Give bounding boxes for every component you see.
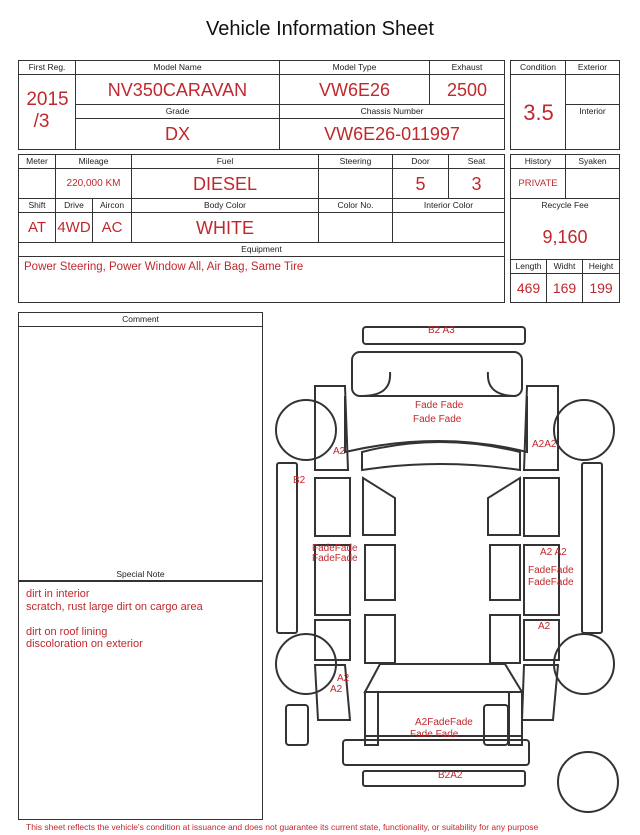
left-side-panel-3 — [315, 620, 350, 660]
chassis-number-value: VW6E26-011997 — [324, 124, 460, 144]
header-length: Length — [511, 260, 547, 274]
damage-mark-left-fade-1: FadeFade — [312, 543, 358, 554]
comment-box — [18, 312, 263, 820]
seat-right-3 — [490, 615, 520, 663]
damage-mark-rear-fade: Fade Fade — [410, 729, 459, 740]
seat-right-1 — [488, 478, 520, 535]
damage-mark-right-fade-1: FadeFade — [528, 565, 574, 576]
vehicle-damage-diagram — [268, 318, 628, 820]
header-comment: Comment — [19, 313, 262, 327]
header-exhaust: Exhaust — [430, 61, 504, 75]
seat-right-2 — [490, 545, 520, 600]
damage-mark-left-a2: A2 — [333, 446, 346, 457]
damage-mark-right-fade-2: FadeFade — [528, 577, 574, 588]
header-syaken: Syaken — [566, 155, 619, 169]
tire-spare — [558, 752, 618, 812]
damage-mark-rear-a2fade: A2FadeFade — [415, 717, 473, 728]
shift-value: AT — [19, 213, 56, 243]
first-reg-year: 2015 — [26, 89, 69, 110]
header-model-type: Model Type — [280, 61, 430, 75]
header-seat: Seat — [449, 155, 504, 169]
exterior-value-cell — [566, 75, 619, 105]
header-interior: Interior — [579, 106, 606, 116]
header-recycle-fee: Recycle Fee — [541, 200, 589, 210]
right-side-upper — [524, 386, 558, 470]
header-width: Widht — [547, 260, 583, 274]
first-reg-month: /3 — [33, 111, 50, 132]
drive-value: 4WD — [56, 213, 93, 243]
header-shift: Shift — [19, 199, 56, 213]
special-note-line: dirt on roof lining — [26, 625, 108, 638]
damage-mark-right-a2a2: A2 A2 — [540, 547, 567, 558]
header-grade: Grade — [76, 105, 280, 119]
tire-front-right — [554, 400, 614, 460]
damage-mark-top: B2 A3 — [428, 325, 455, 336]
interior-color-value — [393, 213, 504, 243]
header-model-name: Model Name — [76, 61, 280, 75]
history-value: PRIVATE — [511, 169, 566, 199]
header-body-color: Body Color — [132, 199, 319, 213]
side-bar-right — [582, 463, 602, 633]
disclaimer-footer: This sheet reflects the vehicle's condition at issuance and does not guarantee its current state, functionality, or suitability for any purpose — [26, 822, 539, 832]
equipment-value: Power Steering, Power Window All, Air Bag, Same Tire — [24, 261, 304, 273]
side-bar-left — [277, 463, 297, 633]
header-aircon: Aircon — [93, 199, 132, 213]
recycle-fee-value: 9,160 — [511, 213, 619, 260]
header-mileage: Mileage — [56, 155, 132, 169]
tire-front-left — [276, 400, 336, 460]
header-interior-color: Interior Color — [393, 199, 504, 213]
fuel-value: DIESEL — [132, 169, 319, 199]
mileage-value: 220,000 KM — [56, 169, 132, 199]
body-color-value: WHITE — [132, 213, 319, 243]
syaken-value — [566, 169, 619, 199]
header-color-no: Color No. — [319, 199, 393, 213]
seat-value: 3 — [449, 169, 504, 199]
height-value: 199 — [589, 280, 613, 296]
rear-tail-right — [509, 692, 522, 745]
damage-mark-roof-1: Fade Fade — [415, 400, 464, 411]
model-name-value: NV350CARAVAN — [76, 75, 280, 105]
rear-window-shape — [365, 664, 522, 692]
header-fuel: Fuel — [132, 155, 319, 169]
vehicle-info-table — [18, 60, 505, 150]
comment-area — [19, 327, 262, 581]
grade-value: DX — [76, 119, 280, 149]
special-note-line: scratch, rust large dirt on cargo area — [26, 600, 203, 613]
left-side-panel-1 — [315, 478, 350, 536]
header-exterior: Exterior — [566, 61, 619, 75]
header-equipment: Equipment — [19, 243, 504, 257]
special-note-line — [26, 613, 203, 626]
hood-shape — [362, 372, 516, 396]
exhaust-value: 2500 — [430, 75, 504, 105]
condition-table — [510, 60, 620, 150]
seat-left-2 — [365, 545, 395, 600]
width-value: 169 — [547, 274, 583, 302]
door-value: 5 — [393, 169, 449, 199]
damage-mark-rear-left-1: A2 — [337, 673, 350, 684]
header-steering: Steering — [319, 155, 393, 169]
header-condition: Condition — [511, 61, 566, 75]
damage-mark-left-b2: B2 — [293, 475, 306, 486]
header-chassis-number: Chassis Number — [280, 105, 504, 119]
seat-left-3 — [365, 615, 395, 663]
header-door: Door — [393, 155, 449, 169]
spec-table — [18, 154, 505, 303]
aircon-value: AC — [93, 213, 132, 243]
special-note-list — [26, 588, 203, 651]
damage-mark-rear-left-2: A2 — [330, 684, 343, 695]
rear-bumper-shape — [343, 740, 529, 765]
history-table — [510, 154, 620, 303]
condition-value: 3.5 — [523, 100, 554, 125]
roof-shape — [352, 352, 522, 396]
color-no-value — [319, 213, 393, 243]
damage-mark-right-front: A2A2 — [532, 439, 557, 450]
special-note-line: dirt in interior — [26, 588, 90, 600]
header-drive: Drive — [56, 199, 93, 213]
damage-mark-roof-2: Fade Fade — [413, 414, 462, 425]
page-title: Vehicle Information Sheet — [206, 18, 434, 40]
right-side-panel-1 — [524, 478, 559, 536]
special-note-line: discoloration on exterior — [26, 638, 143, 650]
tire-rear-right — [554, 634, 614, 694]
damage-mark-right-a2: A2 — [538, 621, 551, 632]
length-value: 469 — [511, 274, 547, 302]
rear-tail-left — [365, 692, 378, 745]
damage-mark-left-fade-2: FadeFade — [312, 553, 358, 564]
damage-mark-bottom: B2A2 — [438, 770, 463, 781]
front-corner-left — [286, 705, 308, 745]
steering-value — [319, 169, 393, 199]
seat-left-1 — [363, 478, 395, 535]
model-type-value: VW6E26 — [280, 75, 430, 105]
meter-value — [19, 169, 56, 199]
right-side-lower — [522, 665, 558, 720]
header-height: Height — [583, 260, 619, 274]
windshield-shape — [362, 442, 520, 470]
header-first-reg: First Reg. — [19, 61, 76, 75]
header-special-note: Special Note — [19, 568, 262, 582]
header-history: History — [511, 155, 566, 169]
header-meter: Meter — [19, 155, 56, 169]
